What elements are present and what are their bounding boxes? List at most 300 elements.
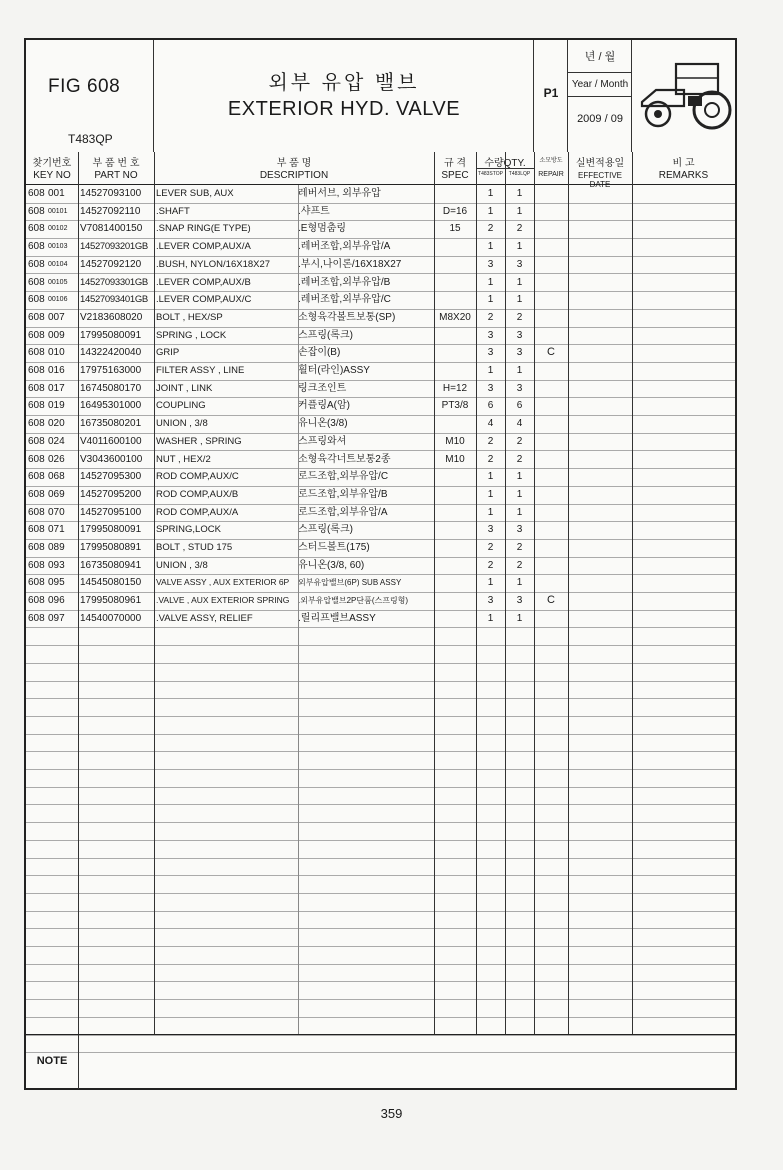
qty-1: 3 [487,329,494,341]
repair [534,220,568,238]
qty-2: 2 [516,435,523,447]
key-no-suffix: 024 [48,435,65,447]
description-ko: 외부유압밸브(6P) SUB ASSY [298,578,402,588]
repair [534,451,568,469]
key-no-prefix: 608 [28,506,45,518]
repair [534,185,568,203]
qty-1: 1 [487,294,494,306]
spec: PT3/8 [441,400,469,412]
spec [434,291,476,309]
repair [534,521,568,539]
repair [534,309,568,327]
qty-2: 2 [516,223,523,235]
part-number: 14527093401GB [80,294,148,306]
description-en: BOLT , HEX/SP [156,311,223,323]
table-row [26,539,735,558]
description-en: SPRING , LOCK [156,329,227,341]
description-ko: 스프링(록크) [298,524,353,536]
repair: C [547,346,555,359]
table-row [26,362,735,381]
qty-2: 1 [516,276,523,288]
page-number: 359 [380,1106,403,1121]
description-ko: 스프링와셔 [298,435,347,447]
table-row [26,999,735,1018]
spec [434,274,476,292]
repair [534,274,568,292]
repair: C [547,594,555,607]
table-row [26,698,735,717]
key-no-prefix: 608 [28,329,45,341]
col-qty-ko: 수량QTY. [484,158,526,169]
col-repair-ko: 소모방도 [539,158,563,164]
title-english: EXTERIOR HYD. VALVE [227,98,461,120]
table-row [26,397,735,416]
table-row [26,238,735,257]
repair [534,380,568,398]
key-no-suffix: 019 [48,400,65,412]
qty-1: 1 [487,205,494,217]
key-no-suffix: 020 [48,418,65,430]
description-en: VALVE ASSY , AUX EXTERIOR 6P [156,577,290,588]
description-en: LEVER SUB, AUX [156,188,234,199]
table-row [26,681,735,700]
part-number: 14527093100 [80,188,142,199]
col-effective-en: EFFECTIVE DATE [577,171,622,189]
qty-2: 3 [516,258,523,270]
description-ko: .레버조합,외부유압/B [298,276,391,288]
table-row [26,344,735,363]
key-no-prefix: 608 [28,577,45,589]
key-no-suffix: 00105 [48,278,68,286]
qty-2: 1 [516,294,523,306]
description-ko: 유니온(3/8, 60) [298,559,365,571]
key-no-prefix: 608 [28,595,45,607]
key-no-suffix: 016 [48,365,65,376]
part-number: 17995080891 [80,542,142,553]
qty-1: 3 [487,382,494,394]
description-ko: 레버서브, 외부유압 [298,188,381,199]
qty-1: 1 [487,471,494,483]
description-en: UNION , 3/8 [156,559,208,571]
spec [434,521,476,539]
repair [534,415,568,433]
part-number: 14527092120 [80,258,142,270]
part-number: V4011600100 [80,435,142,447]
repair [534,397,568,415]
spec: H=12 [442,382,468,394]
description-ko: 유니온(3/8) [298,418,348,430]
qty-1: 1 [487,506,494,518]
part-number: 14545080150 [80,577,142,589]
col-key-no-en: KEY NO [33,170,71,181]
tractor-image-box [632,40,739,152]
description-en: .BUSH, NYLON/16X18X27 [156,258,271,270]
table-row [26,946,735,965]
repair [534,486,568,504]
qty-2: 3 [516,347,523,359]
key-no-prefix: 608 [28,276,45,288]
table-row [26,415,735,434]
qty-2: 1 [516,205,523,217]
key-no-prefix: 608 [28,365,45,376]
description-ko: .레버조합,외부유압/A [298,241,391,253]
repair [534,291,568,309]
table-row [26,309,735,328]
qty-2: 3 [516,329,523,341]
table-row [26,557,735,576]
part-number: 16735080201 [80,418,142,430]
spec [434,327,476,345]
key-no-suffix: 096 [48,595,65,607]
spec [434,344,476,362]
year-month-box [568,40,632,152]
table-row [26,911,735,930]
part-number: 14527092110 [80,205,141,217]
repair [534,238,568,256]
table-row [26,964,735,983]
spec: M10 [445,453,465,465]
qty-2: 2 [516,311,523,323]
spec [434,504,476,522]
spec [434,539,476,557]
description-ko: 커플링A(암) [298,400,350,412]
col-qty-sub1: T483STOP [478,171,503,177]
table-row [26,734,735,753]
key-no-prefix: 608 [28,542,45,553]
spec [434,468,476,486]
table-row [26,663,735,682]
table-row [26,592,735,611]
part-number: 17995080961 [80,595,142,607]
repair [534,539,568,557]
spec [434,610,476,628]
description-en: .SNAP RING(E TYPE) [156,223,251,235]
year-month-korean: 년 / 월 [584,51,616,63]
table-row [26,645,735,664]
table-row [26,486,735,505]
qty-2: 3 [516,595,523,607]
part-number: 14527093301GB [80,276,148,288]
page-code-box [534,40,568,152]
table-row [26,327,735,346]
description-ko: 링크조인트 [298,382,347,394]
qty-1: 2 [487,559,494,571]
description-ko: .릴리프밸브ASSY [298,612,376,624]
key-no-prefix: 608 [28,241,45,253]
col-effective-ko: 실변적용일 [575,158,625,169]
tractor-icon [636,56,736,136]
qty-1: 2 [487,223,494,235]
table-row [26,468,735,487]
key-no-prefix: 608 [28,418,45,430]
description-en: WASHER , SPRING [156,435,242,447]
key-no-suffix: 070 [48,506,65,518]
description-ko: 휠터(라인)ASSY [298,365,370,376]
description-en: NUT , HEX/2 [156,453,211,465]
qty-2: 6 [516,400,523,412]
repair [534,433,568,451]
table-row [26,716,735,735]
spec [434,362,476,380]
key-no-prefix: 608 [28,435,45,447]
spec: 15 [449,223,461,235]
description-ko: 스터드볼트(175) [298,542,370,553]
key-no-suffix: 071 [48,524,65,536]
col-spec-en: SPEC [441,170,469,181]
part-number: 17995080091 [80,329,142,341]
part-number: 16745080170 [80,382,142,394]
col-part-no-en: PART NO [94,170,138,181]
col-key-no-ko: 찾기번호 [32,158,72,169]
qty-2: 3 [516,524,523,536]
table-row [26,928,735,947]
qty-2: 1 [516,506,523,518]
description-en: UNION , 3/8 [156,418,208,430]
description-en: FILTER ASSY , LINE [156,365,245,376]
key-no-suffix: 007 [48,311,65,323]
repair [534,362,568,380]
table-row [26,1017,735,1036]
qty-2: 1 [516,188,523,199]
spec [434,238,476,256]
part-number: V7081400150 [80,223,143,235]
key-no-suffix: 093 [48,559,65,571]
description-en: .SHAFT [156,205,190,217]
spec [434,486,476,504]
key-no-prefix: 608 [28,524,45,536]
spec: D=16 [442,205,468,217]
description-en: .VALVE ASSY, RELIEF [156,612,253,624]
table-row [26,504,735,523]
key-no-suffix: 00106 [48,296,68,304]
description-en: .LEVER COMP,AUX/C [156,294,252,306]
table-row [26,185,735,204]
description-en: ROD COMP,AUX/A [156,506,239,518]
title-box [154,40,534,152]
description-ko: .부시,나이론/16X18X27 [298,258,402,270]
description-en: SPRING,LOCK [156,524,221,536]
part-number: 14322420040 [80,347,142,359]
key-no-suffix: 009 [48,329,65,341]
description-ko: 스프링(록크) [298,329,353,341]
key-no-prefix: 608 [28,294,45,306]
key-no-suffix: 089 [48,542,65,553]
table-row [26,203,735,222]
figure-label: FIG 608 [48,76,121,97]
key-no-prefix: 608 [28,188,45,199]
table-row [26,858,735,877]
table-row [26,451,735,470]
repair [534,574,568,592]
key-no-prefix: 608 [28,223,45,235]
qty-1: 3 [487,258,494,270]
qty-2: 2 [516,559,523,571]
key-no-prefix: 608 [28,471,45,483]
key-no-prefix: 608 [28,311,45,323]
table-row [26,521,735,540]
key-no-prefix: 608 [28,205,45,217]
table-row [26,433,735,452]
description-en: ROD COMP,AUX/B [156,488,239,500]
key-no-suffix: 095 [48,577,65,589]
description-ko: 로드조합,외부유압/A [298,506,388,518]
col-repair-en: REPAIR [538,171,564,178]
table-row [26,291,735,310]
description-ko: .레버조합,외부유압/C [298,294,391,306]
qty-2: 1 [516,612,523,624]
note-area [26,1034,735,1089]
qty-1: 3 [487,347,494,359]
qty-1: 2 [487,453,494,465]
part-number: 17975163000 [80,365,142,376]
description-en: COUPLING [156,400,206,412]
note-label: NOTE [36,1055,68,1067]
table-row [26,380,735,399]
key-no-suffix: 017 [48,382,65,394]
key-no-prefix: 608 [28,347,45,359]
key-no-suffix: 00101 [48,207,68,215]
description-ko: 로드조합,외부유압/C [298,471,389,483]
description-ko: 소형육각너트보통2종 [298,453,391,465]
key-no-suffix: 010 [48,347,65,359]
qty-1: 2 [487,435,494,447]
table-row [26,875,735,894]
table-row [26,769,735,788]
qty-1: 1 [487,577,494,589]
part-number: 17995080091 [80,524,142,536]
col-desc-ko: 부 품 명 [276,158,312,169]
table-row [26,574,735,593]
spec: M8X20 [439,311,471,323]
part-number: 14540070000 [80,612,142,624]
description-ko: 손잡이(B) [298,347,341,359]
key-no-prefix: 608 [28,488,45,500]
spec [434,574,476,592]
description-ko: 소형육각볼트보통(SP) [298,311,396,323]
qty-1: 1 [487,488,494,500]
key-no-suffix: 026 [48,453,65,465]
description-en: .VALVE , AUX EXTERIOR SPRING [156,595,290,606]
table-row [26,610,735,629]
part-number: V3043600100 [80,453,143,465]
qty-1: 1 [487,365,494,376]
key-no-prefix: 608 [28,559,45,571]
repair [534,557,568,575]
qty-1: 3 [487,524,494,536]
part-number: V2183608020 [80,311,143,323]
table-row [26,787,735,806]
key-no-prefix: 608 [28,258,45,270]
col-qty-sub2: T483LQP [508,171,531,177]
qty-2: 1 [516,488,523,500]
description-en: .LEVER COMP,AUX/B [156,276,251,288]
year-month-value: 2009 / 09 [577,113,623,125]
part-number: 16495301000 [80,400,142,412]
col-part-no-ko: 부 품 번 호 [92,158,140,169]
qty-2: 1 [516,241,523,253]
key-no-suffix: 068 [48,471,65,483]
part-number: 14527095300 [80,471,142,483]
part-number: 14527095100 [80,506,142,518]
parts-sheet [24,38,737,1090]
spec [434,185,476,203]
figure-box [26,40,154,152]
part-number: 14527093201GB [80,241,148,253]
spec [434,415,476,433]
description-ko: .샤프트 [298,205,330,217]
qty-1: 6 [487,400,494,412]
qty-1: 2 [487,311,494,323]
table-row [26,805,735,824]
key-no-suffix: 00102 [48,225,68,233]
key-no-suffix: 069 [48,488,65,500]
year-month-english: Year / Month [571,79,629,90]
qty-1: 1 [487,188,494,199]
qty-2: 1 [516,577,523,589]
repair [534,203,568,221]
description-en: ROD COMP,AUX/C [156,471,239,483]
qty-2: 3 [516,382,523,394]
part-number: 16735080941 [80,559,142,571]
description-ko: .E형멈춤링 [298,223,347,235]
col-desc-en: DESCRIPTION [259,170,329,181]
col-spec-ko: 규 격 [443,158,467,169]
key-no-prefix: 608 [28,382,45,394]
table-row [26,982,735,1001]
repair [534,610,568,628]
table-row [26,840,735,859]
key-no-prefix: 608 [28,612,45,624]
description-en: JOINT , LINK [156,382,213,394]
table-row [26,628,735,647]
table-row [26,220,735,239]
qty-2: 2 [516,453,523,465]
title-korean: 외부 유압 밸브 [268,72,420,94]
qty-1: 1 [487,612,494,624]
qty-1: 2 [487,542,494,553]
repair [534,327,568,345]
part-number: 14527095200 [80,488,142,500]
spec [434,256,476,274]
qty-1: 1 [487,276,494,288]
qty-1: 1 [487,241,494,253]
table-row [26,893,735,912]
description-en: GRIP [156,347,180,359]
description-en: BOLT , STUD 175 [156,542,233,553]
description-ko: 로드조합,외부유압/B [298,488,388,500]
description-ko: .외부유압밸브2P단품(스프링형) [298,596,409,606]
qty-1: 4 [487,418,494,430]
repair [534,468,568,486]
table-row [26,274,735,293]
table-row [26,822,735,841]
repair [534,504,568,522]
table-row [26,256,735,275]
qty-2: 4 [516,418,523,430]
spec [434,592,476,610]
qty-1: 3 [487,595,494,607]
qty-2: 1 [516,365,523,376]
key-no-prefix: 608 [28,453,45,465]
spec [434,557,476,575]
col-remarks-ko: 비 고 [672,158,695,169]
qty-2: 2 [516,542,523,553]
key-no-suffix: 097 [48,612,65,624]
qty-2: 1 [516,471,523,483]
key-no-suffix: 00103 [48,243,68,251]
key-no-suffix: 001 [48,188,65,199]
table-header [26,152,735,189]
